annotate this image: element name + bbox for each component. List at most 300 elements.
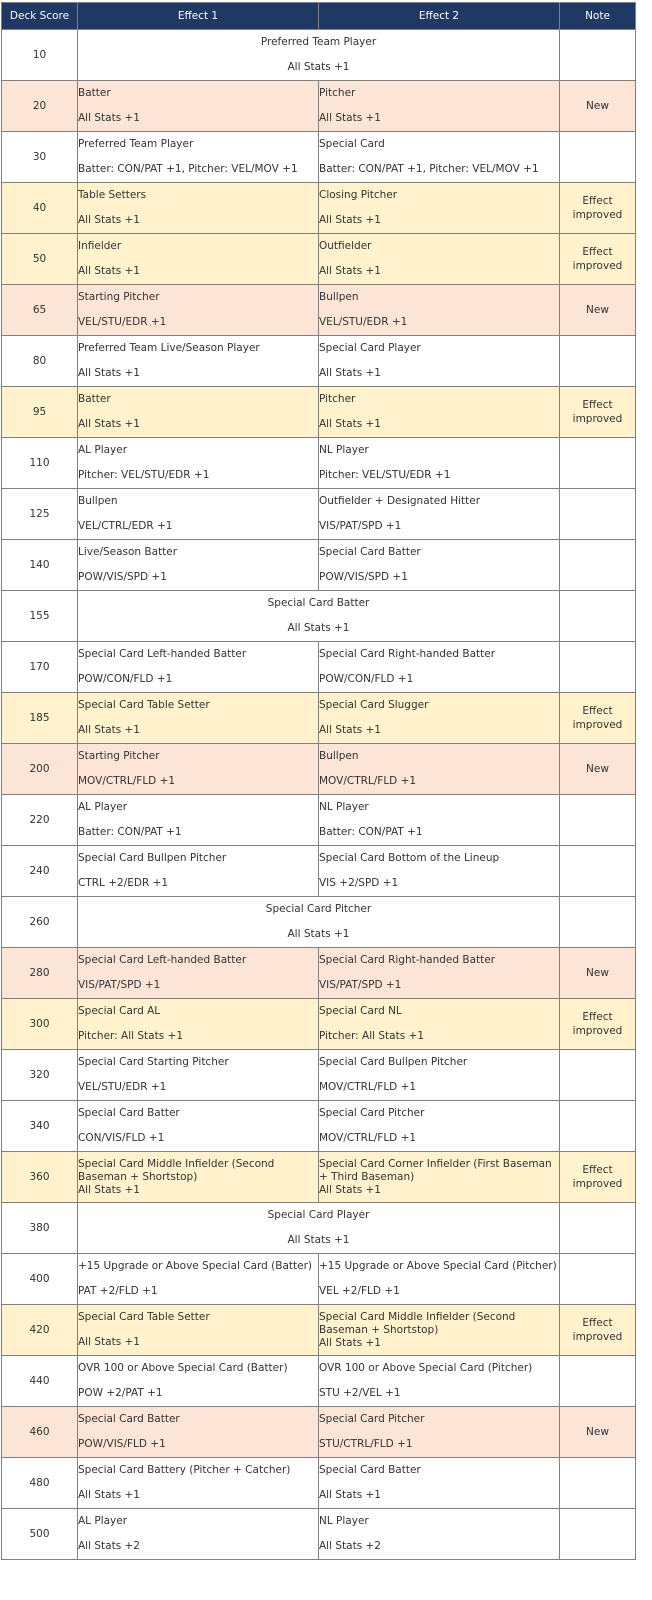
effect-stats: All Stats +1 (78, 1489, 140, 1501)
effect-2-cell (319, 1254, 560, 1305)
effect-content (78, 32, 559, 78)
effect-stats: All Stats +1 (78, 112, 140, 124)
effect-1-cell (78, 183, 319, 234)
effect-content (78, 899, 559, 945)
note-cell (560, 1050, 636, 1101)
effect-2-cell (319, 948, 560, 999)
deck-score-cell: 65 (2, 285, 78, 336)
effect-title: Live/Season Batter (78, 546, 178, 558)
effect-2-cell (319, 438, 560, 489)
effect-1-cell (78, 999, 319, 1050)
effect-stats: All Stats +1 (319, 1337, 381, 1349)
effect-title: Special Card Table Setter (78, 699, 210, 711)
deck-score-cell: 170 (2, 642, 78, 693)
effect-title: Bullpen (319, 291, 359, 303)
effect-stats: All Stats +1 (319, 724, 381, 736)
effect-1-cell (78, 438, 319, 489)
effect-stats: Pitcher: All Stats +1 (319, 1030, 425, 1042)
effect-title: Special Card Slugger (319, 699, 429, 711)
note-text: Effect improved (572, 1317, 623, 1343)
effect-title: Special Card NL (319, 1005, 402, 1017)
effect-title: Preferred Team Player (78, 138, 194, 150)
effect-content (78, 1052, 318, 1098)
deck-score-cell: 400 (2, 1254, 78, 1305)
note-cell (560, 234, 636, 285)
effect-stats: VEL/CTRL/EDR +1 (78, 520, 173, 532)
effect-stats: Batter: CON/PAT +1 (319, 826, 423, 838)
effect-2-cell (319, 693, 560, 744)
table-row (2, 744, 636, 795)
table-row (2, 285, 636, 336)
deck-score-cell: 20 (2, 81, 78, 132)
effect-title: Preferred Team Live/Season Player (78, 342, 260, 354)
effect-title: Special Card Middle Infielder (Second Baseman + Shortstop) (319, 1311, 516, 1336)
effect-1-cell (78, 234, 319, 285)
table-body (2, 30, 636, 1560)
effect-content (78, 848, 318, 894)
table-row (2, 132, 636, 183)
effect-2-cell (319, 234, 560, 285)
effect-1-cell (78, 1254, 319, 1305)
effect-title: Special Card Bottom of the Lineup (319, 852, 500, 864)
table-row (2, 642, 636, 693)
effect-stats: All Stats +1 (287, 61, 350, 73)
effect-stats: All Stats +1 (287, 1234, 350, 1246)
table-row (2, 795, 636, 846)
effect-stats: MOV/CTRL/FLD +1 (319, 775, 417, 787)
table-row (2, 183, 636, 234)
effect-title: Starting Pitcher (78, 291, 160, 303)
effect-1-cell (78, 1458, 319, 1509)
effect-content (319, 1307, 559, 1353)
effect-title: Starting Pitcher (78, 750, 160, 762)
effect-stats: VIS +2/SPD +1 (319, 877, 399, 889)
effect-title: AL Player (78, 801, 128, 813)
effect-title: Special Card Bullpen Pitcher (319, 1056, 468, 1068)
effect-stats: All Stats +1 (319, 1489, 381, 1501)
effect-2-cell (319, 642, 560, 693)
effect-stats: POW +2/PAT +1 (78, 1387, 163, 1399)
effect-stats: POW/VIS/SPD +1 (78, 571, 167, 583)
effect-content (319, 644, 559, 690)
effect-stats: MOV/CTRL/FLD +1 (319, 1081, 417, 1093)
effect-title: Special Card Right-handed Batter (319, 954, 496, 966)
note-text: Effect improved (572, 195, 623, 221)
effect-title: NL Player (319, 801, 369, 813)
deck-score-cell: 480 (2, 1458, 78, 1509)
note-cell (560, 897, 636, 948)
note-cell (560, 1152, 636, 1203)
effect-merged-cell (78, 591, 560, 642)
table-row (2, 1407, 636, 1458)
note-cell (560, 285, 636, 336)
effect-1-cell (78, 1509, 319, 1560)
effect-stats: STU/CTRL/FLD +1 (319, 1438, 413, 1450)
effect-title: Outfielder (319, 240, 372, 252)
effect-stats: All Stats +2 (319, 1540, 381, 1552)
effect-title: Special Card Batter (78, 1107, 180, 1119)
effect-content (78, 746, 318, 792)
effect-content (78, 797, 318, 843)
effect-content (78, 950, 318, 996)
note-cell (560, 744, 636, 795)
effect-title: Table Setters (78, 189, 147, 201)
note-text: New (586, 100, 609, 112)
note-cell (560, 540, 636, 591)
table-row (2, 1101, 636, 1152)
note-cell (560, 1458, 636, 1509)
effect-1-cell (78, 948, 319, 999)
effect-1-cell (78, 846, 319, 897)
effect-1-cell (78, 744, 319, 795)
effect-stats: VIS/PAT/SPD +1 (319, 520, 402, 532)
effect-2-cell (319, 1152, 560, 1203)
effect-title: Bullpen (78, 495, 118, 507)
effect-content (78, 644, 318, 690)
deck-score-cell: 220 (2, 795, 78, 846)
effect-merged-cell (78, 1203, 560, 1254)
effect-stats: All Stats +1 (319, 214, 381, 226)
note-cell (560, 795, 636, 846)
effect-content (319, 1001, 559, 1047)
effect-title: Special Card Table Setter (78, 1311, 210, 1323)
effect-title: AL Player (78, 444, 128, 456)
note-cell (560, 183, 636, 234)
header-deck-score: Deck Score (2, 3, 78, 30)
effect-content (78, 1511, 318, 1557)
effect-content (319, 1256, 559, 1302)
table-row (2, 1458, 636, 1509)
effect-content (78, 1307, 318, 1353)
table-row (2, 1152, 636, 1203)
effect-title: +15 Upgrade or Above Special Card (Pitcher) (319, 1260, 557, 1272)
effect-stats: MOV/CTRL/FLD +1 (319, 1132, 417, 1144)
effect-title: NL Player (319, 1515, 369, 1527)
note-text: Effect improved (572, 399, 623, 425)
effect-stats: Pitcher: All Stats +1 (78, 1030, 184, 1042)
effect-2-cell (319, 81, 560, 132)
effect-title: Special Card Left-handed Batter (78, 954, 247, 966)
effect-stats: POW/CON/FLD +1 (78, 673, 173, 685)
note-text: Effect improved (572, 1164, 623, 1190)
effect-stats: All Stats +1 (78, 367, 140, 379)
note-cell (560, 999, 636, 1050)
effect-stats: Batter: CON/PAT +1, Pitcher: VEL/MOV +1 (319, 163, 539, 175)
effect-content (319, 1052, 559, 1098)
note-text: New (586, 1426, 609, 1438)
effect-1-cell (78, 642, 319, 693)
effect-content (78, 1256, 318, 1302)
effect-content (78, 1409, 318, 1455)
effect-2-cell (319, 132, 560, 183)
effect-1-cell (78, 489, 319, 540)
deck-score-cell: 155 (2, 591, 78, 642)
effect-content (78, 185, 318, 231)
effect-stats: STU +2/VEL +1 (319, 1387, 401, 1399)
effect-2-cell (319, 489, 560, 540)
note-text: Effect improved (572, 1011, 623, 1037)
deck-score-table (1, 2, 636, 1560)
effect-stats: CTRL +2/EDR +1 (78, 877, 169, 889)
effect-content (78, 491, 318, 537)
effect-stats: All Stats +1 (287, 928, 350, 940)
effect-stats: All Stats +1 (78, 1336, 140, 1348)
effect-content (319, 950, 559, 996)
effect-content (78, 542, 318, 588)
table-row (2, 438, 636, 489)
note-cell (560, 642, 636, 693)
effect-merged-cell (78, 30, 560, 81)
note-text: New (586, 763, 609, 775)
effect-content (78, 1001, 318, 1047)
effect-1-cell (78, 132, 319, 183)
effect-1-cell (78, 540, 319, 591)
effect-title: Batter (78, 393, 111, 405)
effect-stats: MOV/CTRL/FLD +1 (78, 775, 176, 787)
effect-stats: All Stats +1 (78, 1184, 140, 1196)
effect-stats: VIS/PAT/SPD +1 (78, 979, 161, 991)
effect-2-cell (319, 795, 560, 846)
effect-title: Closing Pitcher (319, 189, 398, 201)
effect-content (319, 338, 559, 384)
effect-content (319, 542, 559, 588)
effect-title: Special Card (319, 138, 385, 150)
note-text: New (586, 304, 609, 316)
deck-score-cell: 440 (2, 1356, 78, 1407)
effect-title: Special Card Player (267, 1209, 370, 1221)
deck-score-cell: 500 (2, 1509, 78, 1560)
note-cell (560, 30, 636, 81)
deck-score-cell: 185 (2, 693, 78, 744)
note-cell (560, 693, 636, 744)
effect-title: OVR 100 or Above Special Card (Batter) (78, 1362, 288, 1374)
effect-content (319, 185, 559, 231)
effect-1-cell (78, 1152, 319, 1203)
effect-content (319, 746, 559, 792)
effect-2-cell (319, 1458, 560, 1509)
effect-title: Special Card Bullpen Pitcher (78, 852, 227, 864)
deck-score-cell: 10 (2, 30, 78, 81)
note-cell (560, 438, 636, 489)
effect-content (319, 134, 559, 180)
effect-content (78, 1358, 318, 1404)
effect-stats: Pitcher: VEL/STU/EDR +1 (319, 469, 451, 481)
effect-content (78, 593, 559, 639)
note-cell (560, 1356, 636, 1407)
effect-stats: VEL +2/FLD +1 (319, 1285, 400, 1297)
effect-content (319, 1409, 559, 1455)
effect-title: Special Card Batter (319, 1464, 421, 1476)
note-cell (560, 591, 636, 642)
effect-stats: VIS/PAT/SPD +1 (319, 979, 402, 991)
effect-stats: CON/VIS/FLD +1 (78, 1132, 165, 1144)
effect-stats: All Stats +1 (319, 367, 381, 379)
effect-2-cell (319, 744, 560, 795)
effect-1-cell (78, 1050, 319, 1101)
effect-stats: VEL/STU/EDR +1 (319, 316, 408, 328)
note-cell (560, 132, 636, 183)
effect-content (319, 236, 559, 282)
note-cell (560, 1254, 636, 1305)
table-row (2, 234, 636, 285)
effect-title: Special Card Battery (Pitcher + Catcher) (78, 1464, 291, 1476)
effect-title: OVR 100 or Above Special Card (Pitcher) (319, 1362, 533, 1374)
effect-content (78, 389, 318, 435)
effect-title: Special Card Middle Infielder (Second Baseman + Shortstop) (78, 1158, 275, 1183)
effect-content (78, 338, 318, 384)
effect-2-cell (319, 1407, 560, 1458)
deck-score-cell: 95 (2, 387, 78, 438)
effect-title: Special Card Batter (319, 546, 421, 558)
effect-content (78, 695, 318, 741)
note-cell (560, 948, 636, 999)
effect-content (319, 1154, 559, 1200)
table-row (2, 540, 636, 591)
effect-stats: All Stats +1 (78, 214, 140, 226)
deck-score-cell: 240 (2, 846, 78, 897)
note-cell (560, 81, 636, 132)
note-cell (560, 1509, 636, 1560)
effect-content (319, 491, 559, 537)
effect-2-cell (319, 1050, 560, 1101)
note-cell (560, 1203, 636, 1254)
effect-stats: VEL/STU/EDR +1 (78, 1081, 167, 1093)
deck-score-cell: 300 (2, 999, 78, 1050)
table-row (2, 1305, 636, 1356)
deck-score-cell: 260 (2, 897, 78, 948)
effect-content (78, 440, 318, 486)
effect-stats: POW/CON/FLD +1 (319, 673, 414, 685)
table-row (2, 591, 636, 642)
effect-content (78, 287, 318, 333)
effect-1-cell (78, 1356, 319, 1407)
deck-score-cell: 320 (2, 1050, 78, 1101)
effect-stats: Pitcher: VEL/STU/EDR +1 (78, 469, 210, 481)
table-row (2, 1509, 636, 1560)
table-row (2, 489, 636, 540)
effect-title: Special Card Left-handed Batter (78, 648, 247, 660)
note-text: New (586, 967, 609, 979)
effect-content (78, 83, 318, 129)
effect-content (319, 1103, 559, 1149)
effect-content (319, 287, 559, 333)
deck-score-cell: 340 (2, 1101, 78, 1152)
note-cell (560, 489, 636, 540)
effect-stats: All Stats +1 (319, 112, 381, 124)
effect-2-cell (319, 285, 560, 336)
effect-2-cell (319, 1305, 560, 1356)
effect-title: +15 Upgrade or Above Special Card (Batter) (78, 1260, 312, 1272)
note-cell (560, 1101, 636, 1152)
effect-stats: POW/VIS/FLD +1 (78, 1438, 166, 1450)
effect-1-cell (78, 693, 319, 744)
effect-1-cell (78, 1407, 319, 1458)
effect-2-cell (319, 999, 560, 1050)
effect-stats: All Stats +1 (319, 1184, 381, 1196)
header-note: Note (560, 3, 636, 30)
deck-score-cell: 460 (2, 1407, 78, 1458)
effect-2-cell (319, 183, 560, 234)
deck-score-cell: 50 (2, 234, 78, 285)
effect-title: Special Card Batter (78, 1413, 180, 1425)
table-row (2, 1356, 636, 1407)
effect-2-cell (319, 1509, 560, 1560)
effect-title: Special Card Pitcher (265, 903, 372, 915)
effect-stats: All Stats +1 (78, 724, 140, 736)
effect-content (319, 848, 559, 894)
effect-title: Special Card AL (78, 1005, 161, 1017)
header-effect-2: Effect 2 (319, 3, 560, 30)
effect-2-cell (319, 1356, 560, 1407)
deck-score-cell: 140 (2, 540, 78, 591)
effect-2-cell (319, 540, 560, 591)
effect-title: Special Card Corner Infielder (First Baseman + Third Baseman) (319, 1158, 552, 1183)
effect-2-cell (319, 387, 560, 438)
effect-content (78, 236, 318, 282)
effect-1-cell (78, 81, 319, 132)
effect-stats: POW/VIS/SPD +1 (319, 571, 408, 583)
effect-title: Pitcher (319, 87, 356, 99)
effect-content (319, 797, 559, 843)
deck-score-cell: 420 (2, 1305, 78, 1356)
effect-1-cell (78, 285, 319, 336)
effect-content (78, 134, 318, 180)
effect-title: Special Card Right-handed Batter (319, 648, 496, 660)
effect-title: Special Card Player (319, 342, 421, 354)
effect-stats: Batter: CON/PAT +1, Pitcher: VEL/MOV +1 (78, 163, 298, 175)
effect-content (319, 389, 559, 435)
effect-1-cell (78, 1101, 319, 1152)
effect-title: AL Player (78, 1515, 128, 1527)
effect-content (319, 1511, 559, 1557)
table-row (2, 336, 636, 387)
note-cell (560, 846, 636, 897)
note-cell (560, 1407, 636, 1458)
table-row (2, 81, 636, 132)
effect-2-cell (319, 1101, 560, 1152)
table-row (2, 1050, 636, 1101)
effect-stats: All Stats +1 (287, 622, 350, 634)
table-row (2, 897, 636, 948)
note-cell (560, 1305, 636, 1356)
effect-title: NL Player (319, 444, 369, 456)
effect-title: Preferred Team Player (260, 36, 377, 48)
deck-score-cell: 30 (2, 132, 78, 183)
effect-1-cell (78, 336, 319, 387)
note-text: Effect improved (572, 246, 623, 272)
effect-stats: All Stats +1 (319, 418, 381, 430)
deck-score-cell: 360 (2, 1152, 78, 1203)
effect-content (319, 1358, 559, 1404)
effect-title: Special Card Starting Pitcher (78, 1056, 229, 1068)
table-row (2, 387, 636, 438)
effect-title: Special Card Batter (267, 597, 370, 609)
effect-content (78, 1154, 318, 1200)
effect-content (78, 1460, 318, 1506)
effect-title: Bullpen (319, 750, 359, 762)
effect-1-cell (78, 387, 319, 438)
note-text: Effect improved (572, 705, 623, 731)
effect-1-cell (78, 795, 319, 846)
effect-content (319, 83, 559, 129)
effect-content (319, 1460, 559, 1506)
table-row (2, 948, 636, 999)
effect-title: Batter (78, 87, 111, 99)
deck-score-cell: 200 (2, 744, 78, 795)
effect-title: Special Card Pitcher (319, 1413, 425, 1425)
effect-stats: VEL/STU/EDR +1 (78, 316, 167, 328)
effect-content (319, 440, 559, 486)
